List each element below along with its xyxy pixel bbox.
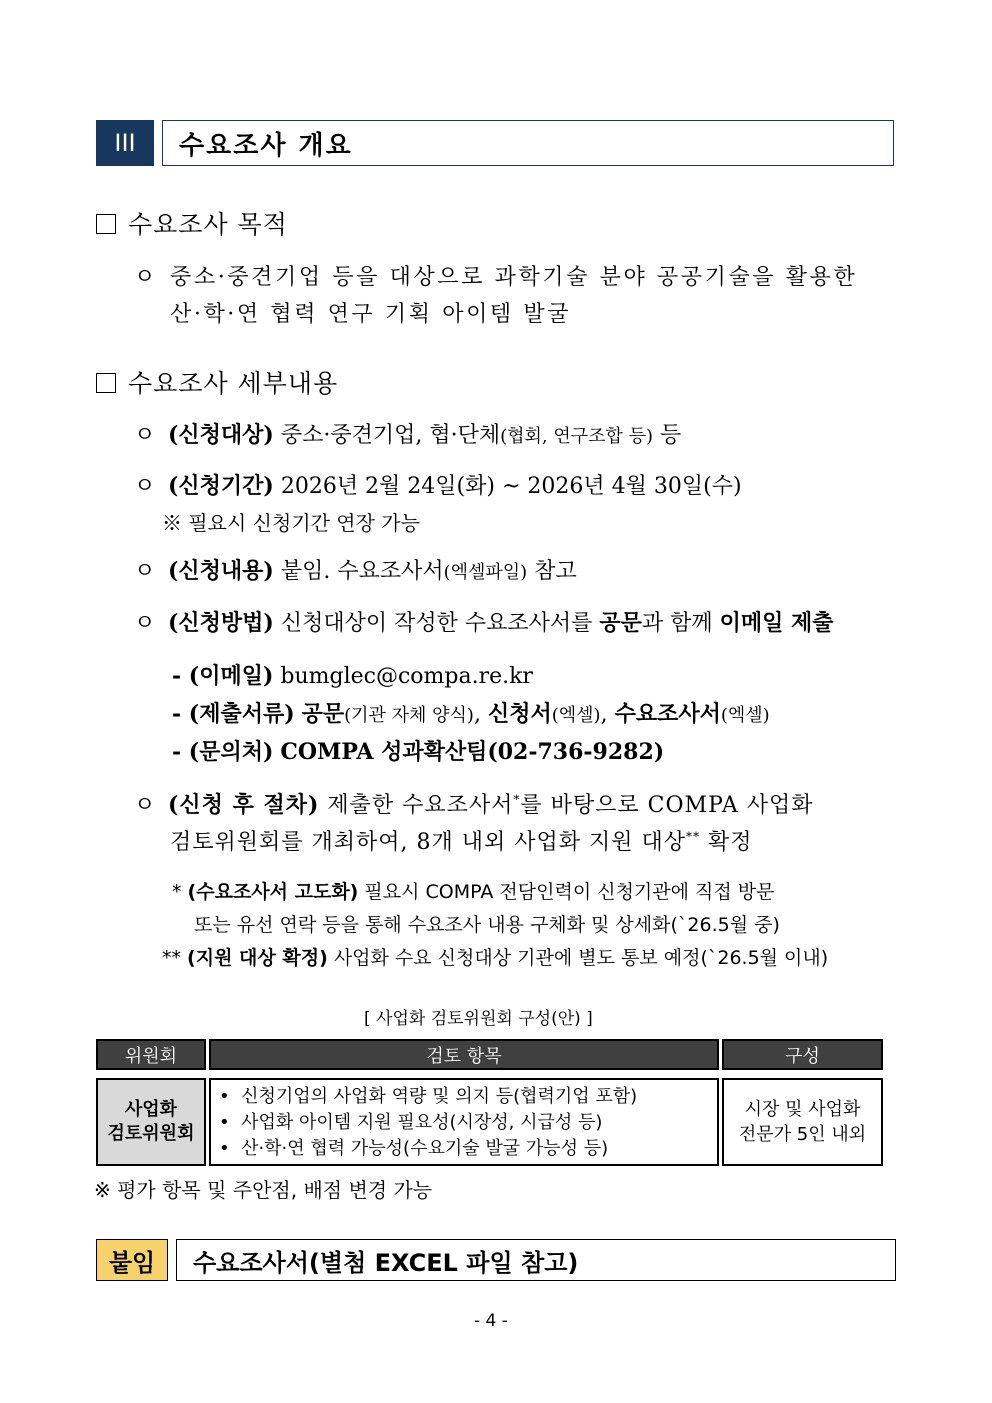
list-item: • 사업화 아이템 지원 필요성(시장성, 시급성 등)	[219, 1112, 603, 1133]
table-header-items: 검토 항목	[209, 1039, 719, 1070]
table-header-composition: 구성	[722, 1039, 883, 1070]
list-item: • 산·학·연 협력 가능성(수요기술 발굴 가능성 등)	[219, 1138, 609, 1159]
section-title: 수요조사 개요	[162, 120, 894, 166]
table-cell-composition: 시장 및 사업화 전문가 5인 내외	[722, 1078, 883, 1166]
purpose-line-1: 중소·중견기업 등을 대상으로 과학기술 분야 공공기술을 활용한	[170, 265, 858, 290]
period-note: ※ 필요시 신청기간 연장 가능	[162, 511, 420, 535]
period-bullet: ㅇ	[134, 474, 156, 499]
after-bullet: ㅇ	[134, 793, 156, 818]
after-line-2: 검토위원회를 개최하여, 8개 내외 사업화 지원 대상** 확정	[170, 829, 753, 855]
page-number: - 4 -	[474, 1311, 508, 1331]
appendix-tag: 붙임	[96, 1239, 168, 1281]
purpose-line-2: 산·학·연 협력 연구 기획 아이템 발굴	[170, 302, 572, 327]
appendix-title: 수요조사서(별첨 EXCEL 파일 참고)	[176, 1239, 896, 1281]
table-caption: [ 사업화 검토위원회 구성(안) ]	[364, 1009, 593, 1029]
docs-line: - (제출서류) 공문(기관 자체 양식), 신청서(엑셀), 수요조사서(엑셀)	[172, 701, 770, 727]
checkbox-square-icon	[96, 214, 116, 234]
after-line-1: (신청 후 절차) 제출한 수요조사서*를 바탕으로 COMPA 사업화	[168, 792, 814, 818]
table-note: ※ 평가 항목 및 주안점, 배점 변경 가능	[94, 1178, 433, 1202]
method-line: (신청방법) 신청대상이 작성한 수요조사서를 공문과 함께 이메일 제출	[168, 610, 834, 636]
target-bullet: ㅇ	[134, 423, 156, 448]
details-heading: 수요조사 세부내용	[96, 364, 338, 400]
section-number: III	[96, 120, 154, 166]
content-bullet: ㅇ	[134, 559, 156, 584]
contact-line: - (문의처) COMPA 성과확산팀(02-736-9282)	[172, 739, 665, 765]
checkbox-square-icon	[96, 373, 116, 393]
table-header-committee: 위원회	[96, 1039, 206, 1070]
purpose-bullet: ㅇ	[134, 265, 156, 290]
email-line: - (이메일) bumglec@compa.re.kr	[172, 663, 533, 689]
table-cell-items	[209, 1078, 719, 1166]
target-line: (신청대상) 중소·중견기업, 협·단체(협회, 연구조합 등) 등	[168, 422, 682, 448]
footnote-1-line-2: 또는 유선 연락 등을 통해 수요조사 내용 구체화 및 상세화(`26.5월 중)	[194, 914, 780, 936]
period-line: (신청기간) 2026년 2월 24일(화) ~ 2026년 4월 30일(수)	[168, 473, 742, 499]
method-bullet: ㅇ	[134, 611, 156, 636]
list-item: • 신청기업의 사업화 역량 및 의지 등(협력기업 포함)	[219, 1086, 638, 1107]
purpose-heading: 수요조사 목적	[96, 205, 288, 241]
table-cell-committee: 사업화 검토위원회	[96, 1078, 206, 1166]
footnote-2: ** (지원 대상 확정) 사업화 수요 신청대상 기관에 별도 통보 예정(`26.5월 이내)	[162, 947, 829, 969]
footnote-1: * (수요조사서 고도화) 필요시 COMPA 전담인력이 신청기관에 직접 방문	[172, 881, 775, 903]
content-line: (신청내용) 붙임. 수요조사서(엑셀파일) 참고	[168, 558, 577, 584]
